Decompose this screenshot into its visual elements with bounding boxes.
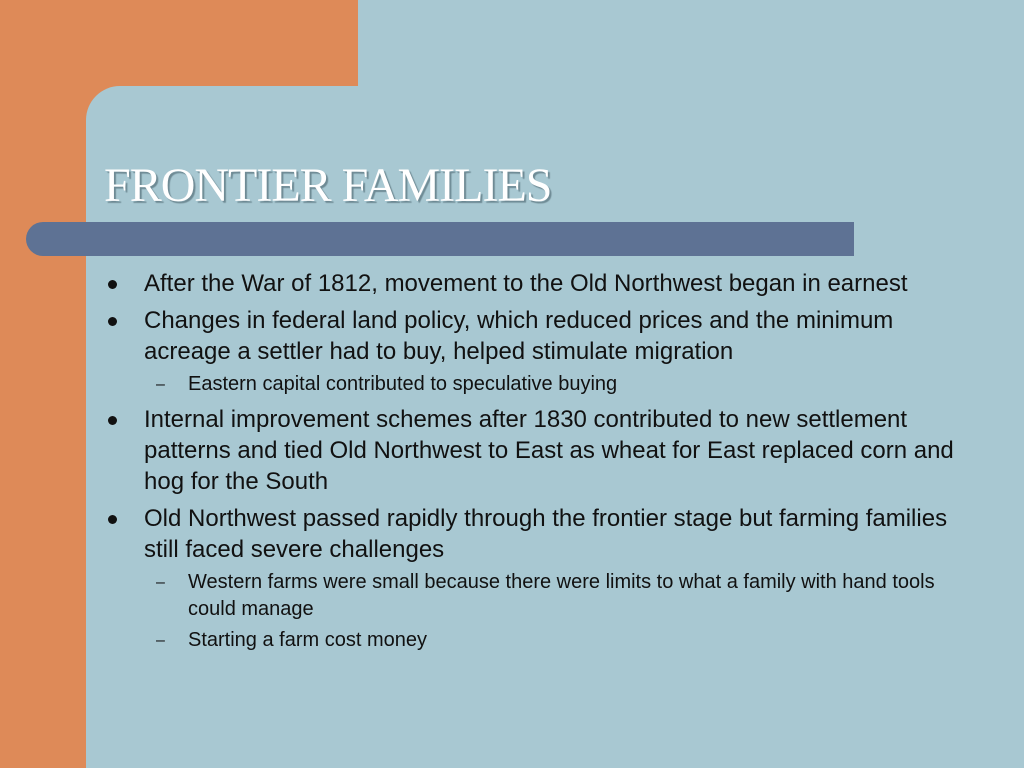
sub-bullet-item [100, 371, 960, 398]
bullet-item [100, 268, 960, 299]
sub-bullet-text: Starting a farm cost money [188, 629, 427, 651]
dash-icon: – [156, 574, 165, 591]
dash-icon: – [156, 376, 165, 393]
title-underline-bar [26, 222, 854, 256]
bullet-text: After the War of 1812, movement to the Old Northwest began in earnest [144, 270, 908, 297]
bullet-text: Old Northwest passed rapidly through the frontier stage but farming families still faced severe challenges [144, 505, 948, 563]
bullet-text: Changes in federal land policy, which reduced prices and the minimum acreage a settler had to buy, helped stimulate migration [144, 307, 894, 365]
bullet-dot-icon [108, 280, 117, 289]
sub-bullet-text: Eastern capital contributed to speculative buying [188, 373, 618, 395]
sub-bullet-item [100, 627, 960, 654]
dash-icon: – [156, 632, 165, 649]
sub-bullet-item [100, 569, 960, 623]
bullet-dot-icon [108, 317, 117, 326]
bullet-dot-icon [108, 416, 117, 425]
bullet-text: Internal improvement schemes after 1830 contributed to new settlement patterns and tied Old Northwest to East as wheat for East replaced corn and hog for the South [144, 406, 954, 495]
sub-bullet-text: Western farms were small because there were limits to what a family with hand tools could manage [188, 571, 935, 620]
bullet-item [100, 404, 960, 497]
bullet-item [100, 503, 960, 565]
slide-title: FRONTIER FAMILIES [104, 159, 552, 212]
bullet-list [100, 268, 960, 660]
bullet-dot-icon [108, 515, 117, 524]
orange-side-strip [0, 0, 86, 768]
bullet-item [100, 305, 960, 367]
